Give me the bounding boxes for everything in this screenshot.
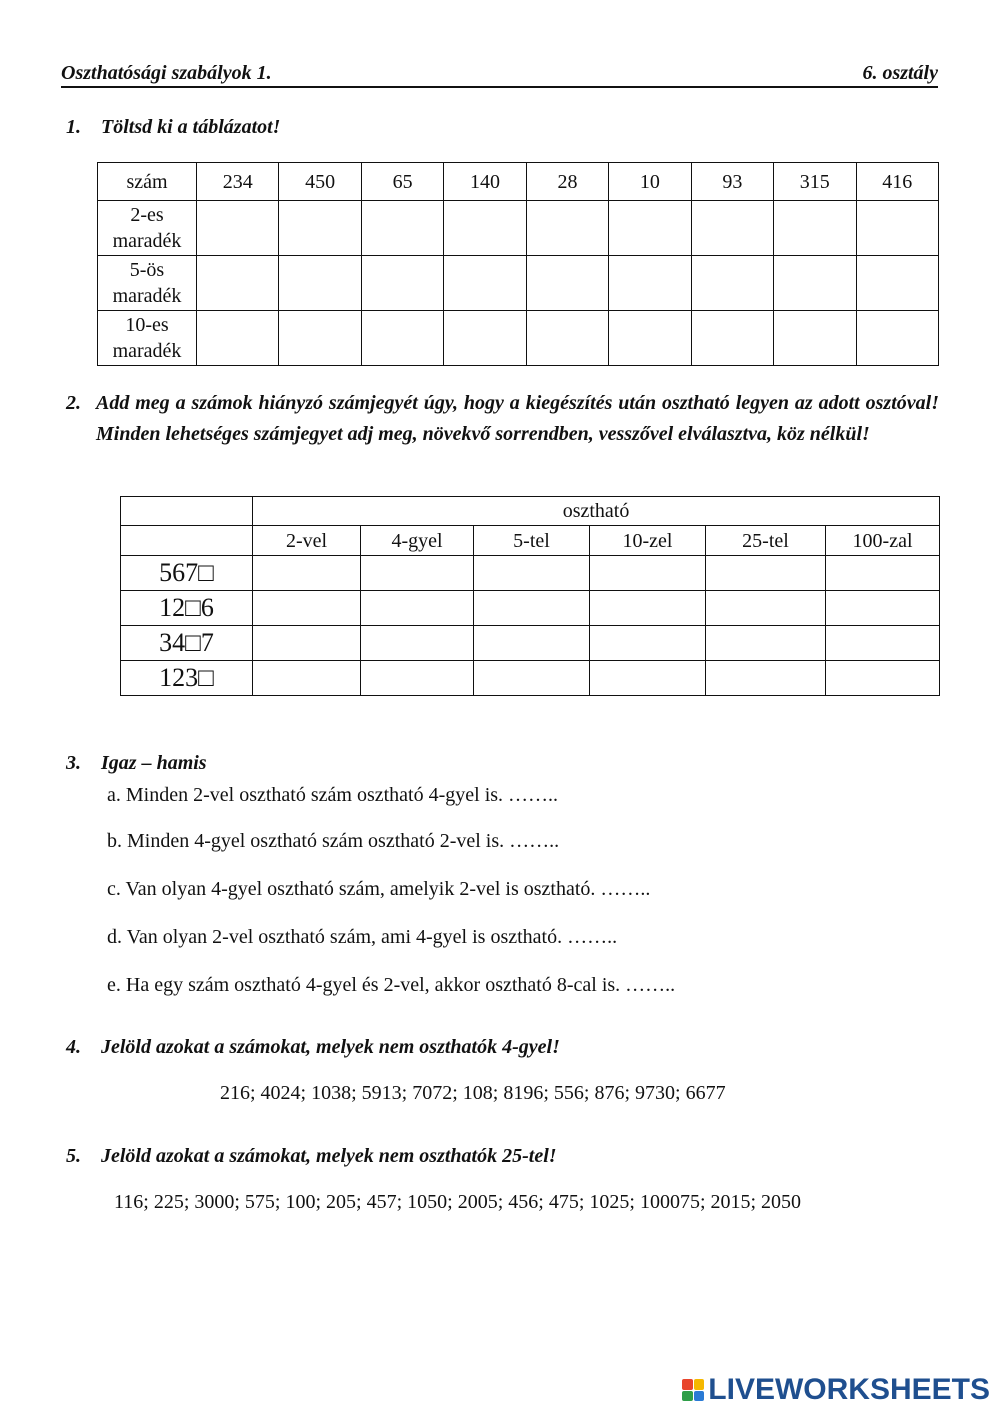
answer-cell[interactable] — [609, 201, 691, 256]
answer-cell[interactable] — [691, 256, 773, 311]
tf-item[interactable] — [107, 926, 617, 949]
divisor-header: 5-tel — [474, 526, 590, 556]
table-row — [98, 256, 939, 311]
answer-cell[interactable] — [691, 311, 773, 366]
tf-statement: Ha egy szám osztható 4-gyel és 2-vel, akkor osztható 8-cal is. …….. — [125, 974, 676, 996]
answer-cell[interactable] — [691, 201, 773, 256]
number-cell: 34□7 — [121, 626, 253, 661]
answer-cell[interactable] — [826, 661, 940, 696]
q4-title — [66, 1036, 560, 1059]
answer-cell[interactable] — [361, 626, 474, 661]
answer-cell[interactable] — [526, 256, 608, 311]
table-header-row — [121, 497, 940, 526]
q5-number-list[interactable]: 116; 225; 3000; 575; 100; 205; 457; 1050; 2005; 456; 475; 1025; 100075; 2015; 2050 — [114, 1191, 802, 1213]
answer-cell[interactable] — [474, 556, 590, 591]
row-label-line: maradék — [112, 230, 182, 252]
answer-cell[interactable] — [444, 311, 526, 366]
q1-number: 1. — [66, 116, 81, 138]
answer-cell[interactable] — [197, 256, 279, 311]
q4-number-list[interactable]: 216; 4024; 1038; 5913; 7072; 108; 8196; 556; 876; 9730; 6677 — [220, 1082, 726, 1104]
answer-cell[interactable] — [444, 256, 526, 311]
answer-cell[interactable] — [774, 256, 856, 311]
divisor-header: 25-tel — [706, 526, 826, 556]
answer-cell[interactable] — [706, 591, 826, 626]
answer-cell[interactable] — [526, 311, 608, 366]
corner-cell: szám — [98, 163, 197, 201]
answer-cell[interactable] — [774, 201, 856, 256]
page-header — [61, 60, 938, 88]
corner-cell — [121, 526, 253, 556]
answer-cell[interactable] — [826, 626, 940, 661]
liveworksheets-logo — [682, 1373, 990, 1407]
row-label — [98, 201, 197, 256]
table-header-row — [98, 163, 939, 201]
q5-text: Jelöld azokat a számokat, melyek nem oszthatók 25-tel! — [101, 1145, 557, 1167]
q2-number: 2. — [66, 392, 81, 414]
tf-item[interactable] — [107, 830, 559, 853]
answer-cell[interactable] — [361, 201, 443, 256]
tf-letter: b. — [107, 830, 122, 852]
divisibility-table — [120, 496, 940, 696]
answer-cell[interactable] — [526, 201, 608, 256]
answer-cell[interactable] — [474, 591, 590, 626]
number-cell: 140 — [444, 163, 526, 201]
number-cell: 28 — [526, 163, 608, 201]
answer-cell[interactable] — [474, 661, 590, 696]
number-cell: 12□6 — [121, 591, 253, 626]
row-label-line: 2-es — [130, 204, 164, 226]
q2-text: Add meg a számok hiányzó számjegyét úgy, hogy a kiegészítés után osztható legyen az adott osztóval! Minden lehetséges számjegyet adj meg, növekvő sorrendben, vesszővel elválasztva, köz nélkül! — [96, 392, 939, 445]
answer-cell[interactable] — [609, 311, 691, 366]
tf-letter: e. — [107, 974, 121, 996]
answer-cell[interactable] — [774, 311, 856, 366]
answer-cell[interactable] — [706, 661, 826, 696]
table-row — [121, 626, 940, 661]
q4-number: 4. — [66, 1036, 81, 1058]
row-label — [98, 256, 197, 311]
answer-cell[interactable] — [361, 591, 474, 626]
number-cell: 10 — [609, 163, 691, 201]
q4-text: Jelöld azokat a számokat, melyek nem oszthatók 4-gyel! — [101, 1036, 560, 1058]
answer-cell[interactable] — [474, 626, 590, 661]
tf-item[interactable] — [107, 878, 650, 901]
group-header: osztható — [253, 497, 940, 526]
answer-cell[interactable] — [279, 256, 361, 311]
q1-title — [66, 116, 280, 139]
answer-cell[interactable] — [279, 311, 361, 366]
logo-text: LIVEWORKSHEETS — [708, 1373, 990, 1406]
answer-cell[interactable] — [253, 591, 361, 626]
answer-cell[interactable] — [361, 556, 474, 591]
table-header-row — [121, 526, 940, 556]
q5-title — [66, 1145, 557, 1168]
tf-item[interactable] — [107, 974, 675, 997]
row-label — [98, 311, 197, 366]
answer-cell[interactable] — [590, 626, 706, 661]
number-cell: 93 — [691, 163, 773, 201]
divisor-header: 100-zal — [826, 526, 940, 556]
q5-number: 5. — [66, 1145, 81, 1167]
answer-cell[interactable] — [856, 201, 939, 256]
tf-item[interactable] — [107, 784, 558, 807]
divisor-header: 4-gyel — [361, 526, 474, 556]
answer-cell[interactable] — [826, 591, 940, 626]
answer-cell[interactable] — [361, 311, 443, 366]
answer-cell[interactable] — [361, 256, 443, 311]
answer-cell[interactable] — [856, 256, 939, 311]
tf-letter: d. — [107, 926, 122, 948]
number-cell: 123□ — [121, 661, 253, 696]
q3-title — [66, 752, 207, 775]
answer-cell[interactable] — [279, 201, 361, 256]
number-cell: 315 — [774, 163, 856, 201]
row-label-line: maradék — [112, 340, 182, 362]
corner-cell — [121, 497, 253, 526]
answer-cell[interactable] — [253, 556, 361, 591]
grade-label: 6. osztály — [862, 62, 938, 84]
answer-cell[interactable] — [197, 201, 279, 256]
answer-cell[interactable] — [197, 311, 279, 366]
answer-cell[interactable] — [706, 556, 826, 591]
divisor-header: 10-zel — [590, 526, 706, 556]
answer-cell[interactable] — [706, 626, 826, 661]
answer-cell[interactable] — [361, 661, 474, 696]
tf-statement: Van olyan 2-vel osztható szám, ami 4-gyel is osztható. …….. — [126, 926, 618, 948]
answer-cell[interactable] — [590, 556, 706, 591]
tf-letter: c. — [107, 878, 121, 900]
answer-cell[interactable] — [826, 556, 940, 591]
answer-cell[interactable] — [253, 661, 361, 696]
row-label-line: 10-es — [125, 314, 169, 336]
row-label-line: maradék — [112, 285, 182, 307]
tf-statement: Van olyan 4-gyel osztható szám, amelyik 2-vel is osztható. …….. — [125, 878, 651, 900]
number-cell: 65 — [361, 163, 443, 201]
worksheet-title: Oszthatósági szabályok 1. — [61, 62, 272, 84]
tf-letter: a. — [107, 784, 121, 806]
tf-statement: Minden 2-vel osztható szám osztható 4-gyel is. …….. — [125, 784, 559, 806]
answer-cell[interactable] — [444, 201, 526, 256]
q3-number: 3. — [66, 752, 81, 774]
answer-cell[interactable] — [856, 311, 939, 366]
tf-statement: Minden 4-gyel osztható szám osztható 2-vel is. …….. — [127, 830, 560, 852]
q1-text: Töltsd ki a táblázatot! — [101, 116, 281, 138]
answer-cell[interactable] — [253, 626, 361, 661]
divisor-header: 2-vel — [253, 526, 361, 556]
number-cell: 234 — [197, 163, 279, 201]
table-row — [121, 556, 940, 591]
table-row — [121, 591, 940, 626]
number-cell: 567□ — [121, 556, 253, 591]
answer-cell[interactable] — [609, 256, 691, 311]
row-label-line: 5-ös — [129, 259, 165, 281]
table-row — [121, 661, 940, 696]
number-cell: 416 — [856, 163, 939, 201]
table-row — [98, 311, 939, 366]
number-cell: 450 — [279, 163, 361, 201]
remainder-table — [97, 162, 939, 366]
answer-cell[interactable] — [590, 661, 706, 696]
table-row — [98, 201, 939, 256]
answer-cell[interactable] — [590, 591, 706, 626]
q3-text: Igaz – hamis — [101, 752, 207, 774]
logo-mark-icon — [682, 1379, 704, 1401]
